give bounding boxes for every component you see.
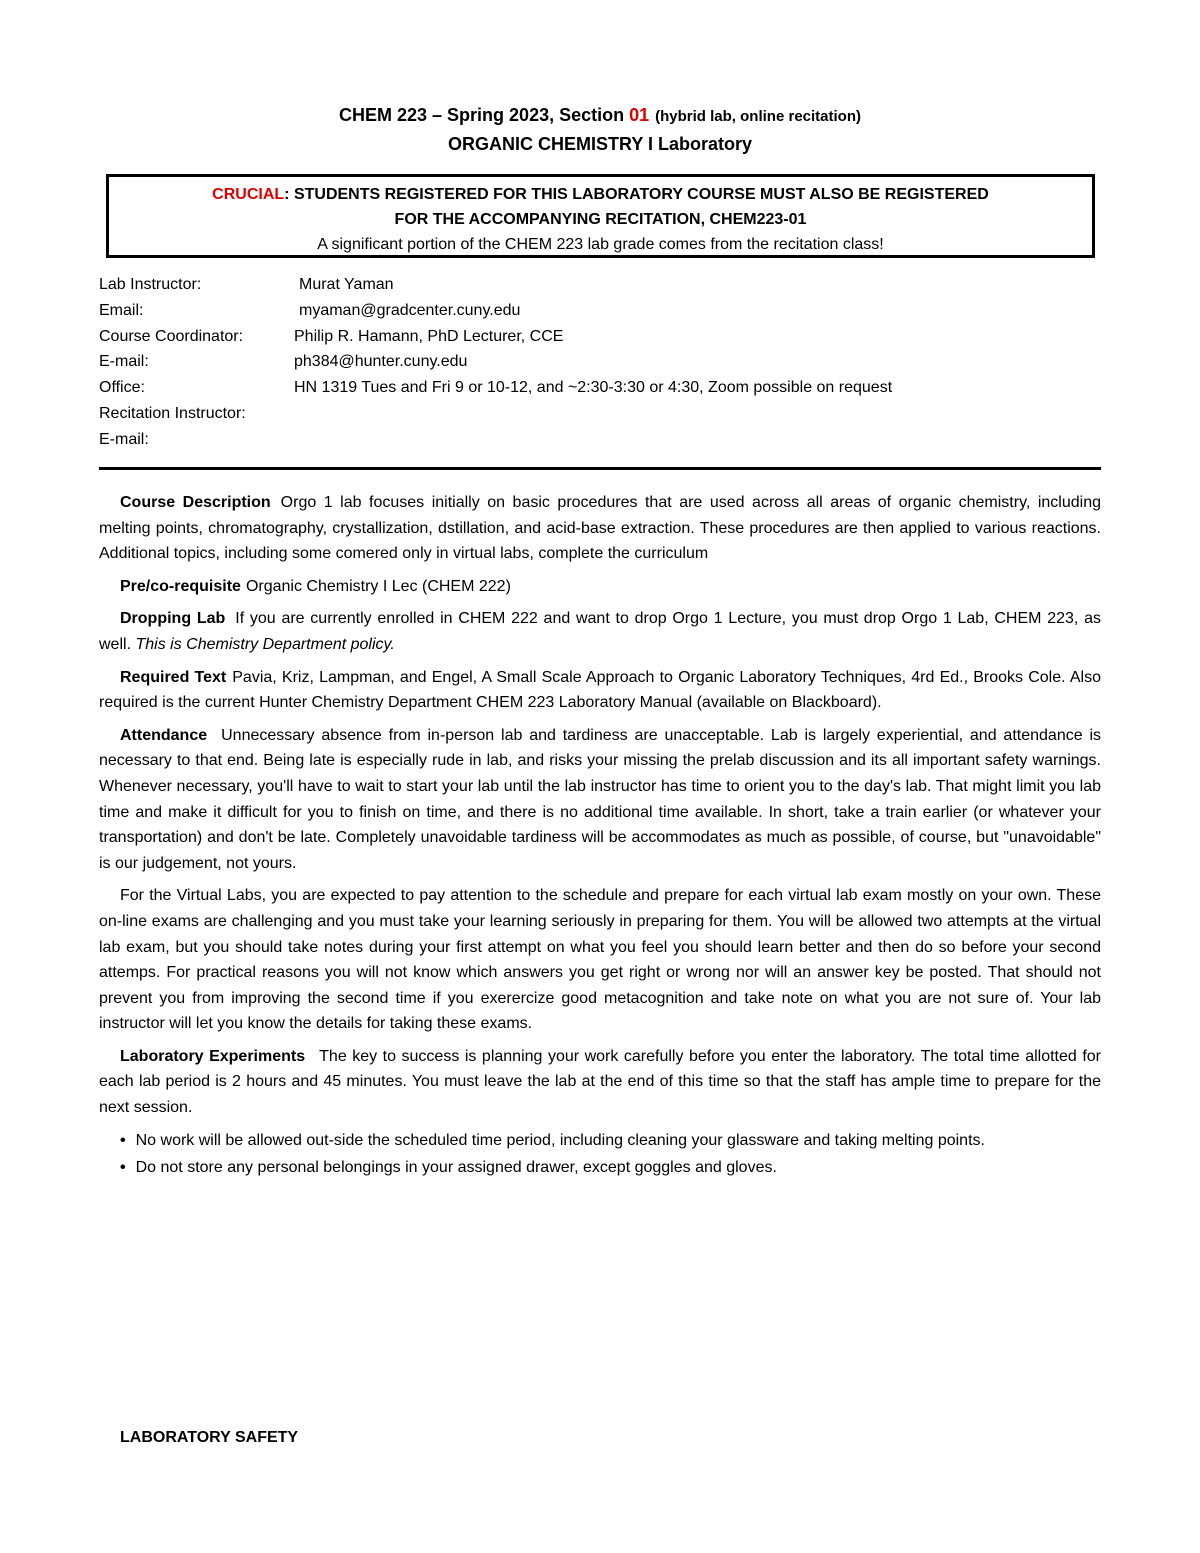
section-text: Pavia, Kriz, Lampman, and Engel, A Small Scale Approach to Organic Laboratory Techniques, 4rd Ed., Brooks Cole. Also required is the current Hunter Chemistry Department CHEM 223 Laboratory Manual (available on Blackboard). xyxy=(99,668,1102,712)
contact-info xyxy=(99,272,1101,453)
crucial-notice-box xyxy=(106,174,1095,258)
horizontal-divider xyxy=(99,467,1101,470)
required-text xyxy=(99,665,1101,716)
course-format: (hybrid lab, online recitation) xyxy=(655,108,861,125)
contact-row xyxy=(99,298,1101,324)
section-text: Organic Chemistry I Lec (CHEM 222) xyxy=(245,577,511,595)
notice-text-2: FOR THE ACCOMPANYING RECITATION, CHEM223-01 xyxy=(394,211,807,228)
bullet-icon: • xyxy=(120,1131,126,1149)
contact-label: Email: xyxy=(99,301,144,319)
section-heading: Dropping Lab xyxy=(120,610,226,628)
attendance xyxy=(99,723,1101,877)
section-text: Orgo 1 lab focuses initially on basic procedures that are used across all areas of organic chemistry, including melting points, chromatography, crystallization, dstillation, and acid-base extraction. These procedures are then applied to various reactions. Additional topics, including some comered only in virtual labs, complete the curriculum xyxy=(99,494,1102,563)
list-item xyxy=(99,1155,1101,1181)
contact-row xyxy=(99,375,1101,401)
contact-label: Course Coordinator: xyxy=(99,327,244,345)
lab-experiments xyxy=(99,1044,1101,1121)
contact-value: HN 1319 Tues and Fri 9 or 10-12, and ~2:30-3:30 or 4:30, Zoom possible on request xyxy=(294,379,893,397)
contact-row xyxy=(99,349,1101,375)
section-number: 01 xyxy=(629,105,650,125)
notice-text-3: A significant portion of the CHEM 223 lab grade comes from the recitation class! xyxy=(317,236,884,253)
section-heading: Attendance xyxy=(120,726,208,744)
policy-note: This is Chemistry Department policy. xyxy=(135,635,395,653)
course-title xyxy=(99,103,1101,129)
contact-value: Philip R. Hamann, PhD Lecturer, CCE xyxy=(294,327,564,345)
contact-row xyxy=(99,427,1101,453)
course-subtitle: ORGANIC CHEMISTRY I Laboratory xyxy=(447,134,753,154)
contact-row xyxy=(99,272,1101,298)
virtual-labs xyxy=(99,883,1101,1037)
section-heading: Pre/co-requisite xyxy=(120,577,241,595)
section-heading: Course Description xyxy=(120,494,271,511)
syllabus-body xyxy=(99,490,1101,1183)
contact-label: Recitation Instructor: xyxy=(99,404,246,422)
section-text: Unnecessary absence from in-person lab and tardiness are unacceptable. Lab is largely experiential, and attendance is necessary to that end. Being late is especially rude in lab, and risks your missing the prelab discussion and its all important safety warnings. Whenever necessary, you'll have to wait to start your lab until the lab instructor has time to orient you to the day's lab. That might limit you lab time and make it difficult for you to finish on time, and there is no additional time available. In short, take a train earlier (or whatever your transportation) and don't be late. Completely unavoidable tardiness will be accommodates as much as possible, of course, but "unavoidable" is our judgement, not yours. xyxy=(99,726,1101,872)
dropping-lab xyxy=(99,606,1101,657)
notice-heading xyxy=(109,182,1092,232)
bullet-icon: • xyxy=(120,1159,126,1177)
notice-label: CRUCIAL xyxy=(212,186,285,203)
course-description xyxy=(99,490,1101,567)
safety-heading: LABORATORY SAFETY xyxy=(120,1429,299,1446)
list-item xyxy=(99,1128,1101,1154)
contact-label: E-mail: xyxy=(99,353,149,371)
contact-row xyxy=(99,324,1101,350)
contact-label: Lab Instructor: xyxy=(99,276,202,293)
list-item-text: Do not store any personal belongings in your assigned drawer, except goggles and gloves. xyxy=(135,1159,777,1177)
title-prefix: CHEM 223 – Spring 2023, Section xyxy=(339,105,630,125)
list-item-text: No work will be allowed out-side the scheduled time period, including cleaning your glassware and taking melting points. xyxy=(135,1131,985,1149)
section-text: If you are currently enrolled in CHEM 222 and want to drop Orgo 1 Lecture, you must drop Orgo 1 Lab, CHEM 223, as well. xyxy=(99,610,1102,653)
section-heading: Required Text xyxy=(120,668,227,686)
contact-row xyxy=(99,401,1101,427)
section-text: The key to success is planning your work carefully before you enter the laboratory. The total time allotted for each lab period is 2 hours and 45 minutes. You must leave the lab at the end of this time so that the staff has ample time to prepare for the next session. xyxy=(99,1047,1101,1117)
contact-value: Murat Yaman xyxy=(299,276,394,293)
notice-text-1: : STUDENTS REGISTERED FOR THIS LABORATORY COURSE MUST ALSO BE REGISTERED xyxy=(284,186,989,203)
section-heading: Laboratory Experiments xyxy=(120,1047,306,1065)
contact-label: Office: xyxy=(99,379,145,397)
prerequisite xyxy=(99,574,1101,600)
contact-email-link[interactable]: myaman@gradcenter.cuny.edu xyxy=(299,301,521,319)
contact-email-link[interactable]: ph384@hunter.cuny.edu xyxy=(294,353,468,371)
contact-label: E-mail: xyxy=(99,430,149,448)
section-text: For the Virtual Labs, you are expected to pay attention to the schedule and prepare for each virtual lab exam mostly on your own. These on-line exams are challenging and you must take your learning seriously in preparing for them. You will be allowed two attempts at the virtual lab exam, but you should take notes during your first attempt on what you feel you should learn better and then do so before your second attemps. For practical reasons you will not know which answers you get right or wrong nor will an answer key be posted. That should not prevent you from improving the second time if you exerercize good metacognition and take note on what you are not sure of. Your lab instructor will let you know the details for taking these exams. xyxy=(99,887,1101,1033)
